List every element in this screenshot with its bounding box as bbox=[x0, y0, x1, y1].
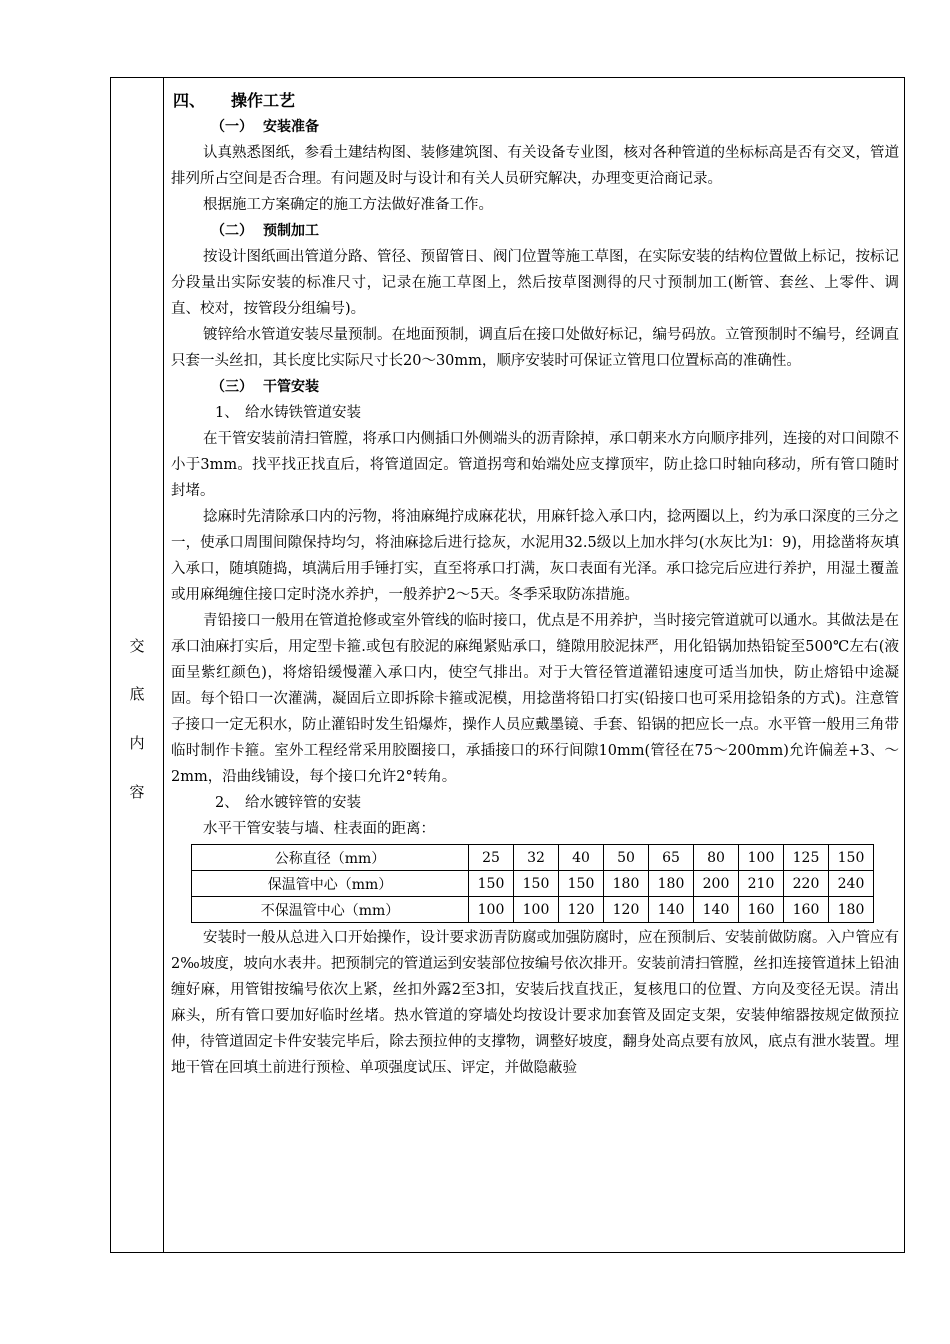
table-cell: 210 bbox=[739, 871, 784, 897]
paragraph: 安装时一般从总进入口开始操作，设计要求沥青防腐或加强防腐时，应在预制后、安装前做防腐。入户管应有2‰坡度，坡向水表井。把预制完的管道运到安装部位按编号依次排开。安装前清扫管膛，丝扣连接管道抹上铅油缠好麻，用管钳按编号依次上紧，丝扣外露2至3扣，安装后找直找正，复核甩口的位置、方向及变径无误。清出麻头，所有管口要加好临时丝堵。热水管道的穿墙处均按设计要求加套管及固定支架，安装伸缩器按规定做预拉伸，待管道固定卡件安装完毕后，除去预拉伸的支撑物，调整好坡度，翻身处高点要有放风，底点有泄水装置。埋地干管在回填土前进行预检、单项强度试压、评定，并做隐蔽验 bbox=[171, 930, 899, 1076]
table-cell: 150 bbox=[469, 871, 514, 897]
table-row bbox=[192, 897, 874, 923]
item-heading bbox=[215, 400, 899, 426]
document-frame bbox=[110, 77, 905, 1253]
table-row-label: 保温管中心（mm） bbox=[192, 871, 469, 897]
side-label-char: 容 bbox=[129, 783, 145, 801]
table-cell: 240 bbox=[829, 871, 874, 897]
table-cell: 140 bbox=[694, 897, 739, 923]
table-cell: 150 bbox=[514, 871, 559, 897]
paragraph: 水平干管安装与墙、柱表面的距离： bbox=[203, 821, 435, 837]
table-row-label: 不保温管中心（mm） bbox=[192, 897, 469, 923]
column-divider bbox=[163, 78, 164, 1252]
side-label-column bbox=[111, 78, 163, 1252]
table-cell: 160 bbox=[784, 897, 829, 923]
table-cell: 65 bbox=[649, 845, 694, 871]
section-title: 操作工艺 bbox=[231, 91, 296, 110]
subsection-number: （一） bbox=[211, 119, 253, 135]
table-row bbox=[192, 871, 874, 897]
item-number: 1、 bbox=[215, 405, 239, 421]
section-number: 四、 bbox=[173, 91, 206, 110]
table-cell: 150 bbox=[559, 871, 604, 897]
subsection-number: （二） bbox=[211, 223, 253, 239]
section-heading bbox=[173, 88, 899, 114]
paragraph: 青铅接口一般用在管道抢修或室外管线的临时接口，优点是不用养护，当时接完管道就可以通水。其做法是在承口油麻打实后，用定型卡箍.或包有胶泥的麻绳紧贴承口，缝隙用胶泥抹严，用化铅锅加热铅锭至500℃左右(液面呈紫红颜色)，将熔铅缓慢灌入承口内，使空气排出。对于大管径管道灌铅速度可适当加快，防止熔铅中途凝固。每个铅口一次灌满，凝固后立即拆除卡箍或泥模，用捻凿将铅口打实(铅接口也可采用捻铅条的方式)。注意管子接口一定无积水，防止灌铅时发生铅爆炸，操作人员应戴墨镜、手套、铅锅的把应长一点。水平管一般用三角带临时制作卡箍。室外工程经常采用胶圈接口，承插接口的环行间隙10mm(管径在75～200mm)允许偏差+3、～2mm，沿曲线铺设，每个接口允许2°转角。 bbox=[171, 613, 899, 785]
table-cell: 180 bbox=[649, 871, 694, 897]
paragraph: 镀锌给水管道安装尽量预制。在地面预制，调直后在接口处做好标记，编号码放。立管预制时不编号，经调直只套一头丝扣，其长度比实际尺寸长20～30mm，顺序安装时可保证立管甩口位置标高的准确性。 bbox=[171, 327, 899, 369]
table-cell: 200 bbox=[694, 871, 739, 897]
paragraph: 根据施工方案确定的施工方法做好准备工作。 bbox=[203, 197, 493, 213]
subsection-heading-prefab bbox=[211, 218, 899, 244]
table-row-label: 公称直径（mm） bbox=[192, 845, 469, 871]
subsection-number: （三） bbox=[211, 379, 253, 395]
table-cell: 150 bbox=[829, 845, 874, 871]
table-cell: 50 bbox=[604, 845, 649, 871]
paragraph: 在干管安装前清扫管膛，将承口内侧插口外侧端头的沥青除掉，承口朝来水方向顺序排列，连接的对口间隙不小于3mm。找平找正找直后，将管道固定。管道拐弯和始端处应支撑顶牢，防止捻口时轴向移动，所有管口随时封堵。 bbox=[171, 431, 899, 499]
table-cell: 220 bbox=[784, 871, 829, 897]
table-cell: 100 bbox=[514, 897, 559, 923]
subsection-title: 预制加工 bbox=[263, 223, 319, 239]
content-area bbox=[167, 88, 899, 1081]
table-cell: 25 bbox=[469, 845, 514, 871]
table-cell: 40 bbox=[559, 845, 604, 871]
table-cell: 180 bbox=[829, 897, 874, 923]
table-cell: 100 bbox=[739, 845, 784, 871]
table-cell: 140 bbox=[649, 897, 694, 923]
subsection-title: 安装准备 bbox=[263, 119, 319, 135]
table-cell: 32 bbox=[514, 845, 559, 871]
side-label-char: 底 bbox=[129, 685, 145, 703]
table-cell: 160 bbox=[739, 897, 784, 923]
table-cell: 100 bbox=[469, 897, 514, 923]
paragraph: 认真熟悉图纸，参看土建结构图、装修建筑图、有关设备专业图，核对各种管道的坐标标高是否有交叉，管道排列所占空间是否合理。有问题及时与设计和有关人员研究解决，办理变更洽商记录。 bbox=[171, 145, 899, 187]
side-label-char: 内 bbox=[129, 734, 145, 752]
table-cell: 180 bbox=[604, 871, 649, 897]
paragraph: 捻麻时先清除承口内的污物，将油麻绳拧成麻花状，用麻钎捻入承口内，捻两圈以上，约为承口深度的三分之一，使承口周围间隙保持均匀，将油麻捻后进行捻灰，水泥用32.5级以上加水拌匀(水灰比为l：9)，用捻凿将灰填入承口，随填随捣，填满后用手锤打实，直至将承口打满，灰口表面有光泽。承口捻完后应进行养护，用湿土覆盖或用麻绳缠住接口定时浇水养护，一般养护2～5天。冬季采取防冻措施。 bbox=[171, 509, 899, 603]
subsection-heading-prep bbox=[211, 114, 899, 140]
item-heading bbox=[215, 790, 899, 816]
item-title: 给水镀锌管的安装 bbox=[245, 795, 361, 811]
item-number: 2、 bbox=[215, 795, 239, 811]
item-title: 给水铸铁管道安装 bbox=[245, 405, 361, 421]
subsection-title: 干管安装 bbox=[263, 379, 319, 395]
table-cell: 125 bbox=[784, 845, 829, 871]
table-cell: 80 bbox=[694, 845, 739, 871]
paragraph: 按设计图纸画出管道分路、管径、预留管日、阀门位置等施工草图，在实际安装的结构位置做上标记，按标记分段量出实际安装的标准尺寸，记录在施工草图上，然后按草图测得的尺寸预制加工(断管、套丝、上零件、调直、校对，按管段分组编号)。 bbox=[171, 249, 899, 317]
side-label-char: 交 bbox=[129, 637, 145, 655]
table-row bbox=[192, 845, 874, 871]
distance-table bbox=[191, 844, 874, 923]
table-cell: 120 bbox=[604, 897, 649, 923]
table-cell: 120 bbox=[559, 897, 604, 923]
subsection-heading-main-pipe bbox=[211, 374, 899, 400]
